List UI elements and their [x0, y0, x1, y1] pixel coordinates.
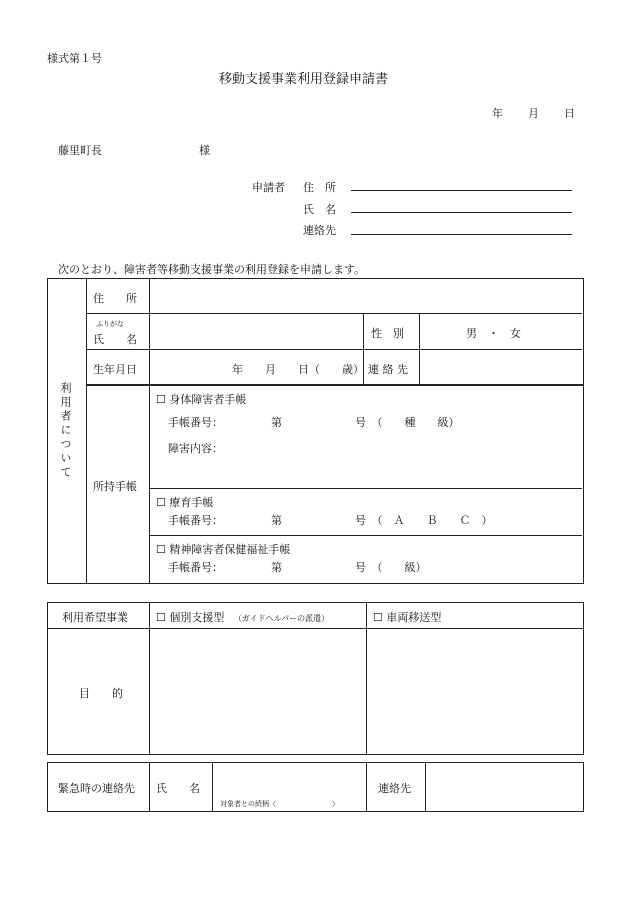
purpose-label: 目 的: [79, 687, 123, 700]
gender-options[interactable]: 男 ・ 女: [466, 327, 521, 340]
handbook-label: 所持手帳: [93, 480, 137, 493]
user-name-field[interactable]: [150, 314, 362, 349]
service-option-individual[interactable]: [156, 609, 329, 625]
emergency-name-label: 氏 名: [156, 782, 200, 795]
dob-field[interactable]: 年 月 日（ 歳）: [232, 363, 364, 376]
ryoiku-handbook-checkbox[interactable]: [156, 494, 213, 510]
user-address-field[interactable]: [150, 279, 582, 313]
addressee-honorific: 様: [199, 144, 210, 157]
date-day: 日: [564, 107, 575, 120]
user-name-label: 氏 名: [93, 333, 137, 346]
intro-text: 次のとおり、障害者等移動支援事業の利用登録を申請します。: [58, 263, 366, 276]
physical-dai: 第: [271, 416, 282, 429]
user-contact-label: 連 絡 先: [368, 363, 408, 376]
applicant-address-line[interactable]: [351, 190, 572, 191]
applicant-name-label: 氏 名: [303, 203, 336, 216]
mental-go: 号 （ 級）: [355, 561, 427, 574]
mental-dai: 第: [271, 561, 282, 574]
user-contact-field[interactable]: [420, 350, 582, 384]
mental-number-label: 手帳番号：: [168, 561, 223, 574]
checkbox-icon[interactable]: ☐: [373, 611, 383, 624]
gender-label: 性 別: [371, 327, 404, 340]
applicant-label: 申請者: [252, 181, 285, 194]
service-option-vehicle[interactable]: [373, 609, 441, 625]
addressee-name: 藤里町長: [58, 144, 102, 157]
service-option2-label: 車両移送型: [386, 611, 442, 624]
user-address-label: 住 所: [93, 292, 137, 305]
checkbox-icon[interactable]: ☐: [156, 393, 166, 406]
furigana-label: ふりがな: [96, 320, 124, 328]
purpose-field[interactable]: [150, 629, 582, 753]
emergency-label: 緊急時の連絡先: [58, 782, 135, 795]
emergency-contact-field[interactable]: [426, 763, 582, 811]
physical-handbook-checkbox[interactable]: [156, 391, 246, 407]
applicant-name-line[interactable]: [351, 212, 572, 213]
physical-handbook-title: 身体障害者手帳: [169, 393, 247, 406]
mental-handbook-title: 精神障害者保健福祉手帳: [169, 543, 291, 556]
ryoiku-dai: 第: [271, 514, 282, 527]
physical-content-label: 障害内容：: [168, 442, 223, 455]
ryoiku-number-label: 手帳番号：: [168, 514, 223, 527]
emergency-name-field[interactable]: [213, 763, 365, 797]
date-year: 年: [492, 107, 503, 120]
user-section-vertical-label: 利用者について: [59, 382, 72, 480]
dob-label: 生年月日: [93, 363, 137, 376]
relationship-label: 対象者との続柄（ ）: [220, 800, 339, 808]
service-option1-note: （ガイドヘルパーの派遣）: [233, 614, 330, 623]
checkbox-icon[interactable]: ☐: [156, 543, 166, 556]
physical-go: 号 （ 種 級）: [355, 416, 460, 429]
page-title: 移動支援事業利用登録申請書: [219, 72, 389, 87]
applicant-contact-line[interactable]: [351, 234, 572, 235]
physical-number-label: 手帳番号：: [168, 416, 223, 429]
checkbox-icon[interactable]: ☐: [156, 611, 166, 624]
date-month: 月: [528, 107, 539, 120]
service-option1-label: 個別支援型: [169, 611, 225, 624]
checkbox-icon[interactable]: ☐: [156, 496, 166, 509]
emergency-contact-label: 連絡先: [378, 782, 411, 795]
service-label: 利用希望事業: [62, 611, 128, 624]
mental-handbook-checkbox[interactable]: [156, 541, 290, 557]
ryoiku-go: 号 （ Ａ Ｂ Ｃ ）: [355, 514, 493, 527]
applicant-contact-label: 連絡先: [303, 224, 336, 237]
form-number: 様式第１号: [47, 52, 102, 65]
applicant-address-label: 住 所: [303, 181, 336, 194]
ryoiku-handbook-title: 療育手帳: [169, 496, 214, 509]
